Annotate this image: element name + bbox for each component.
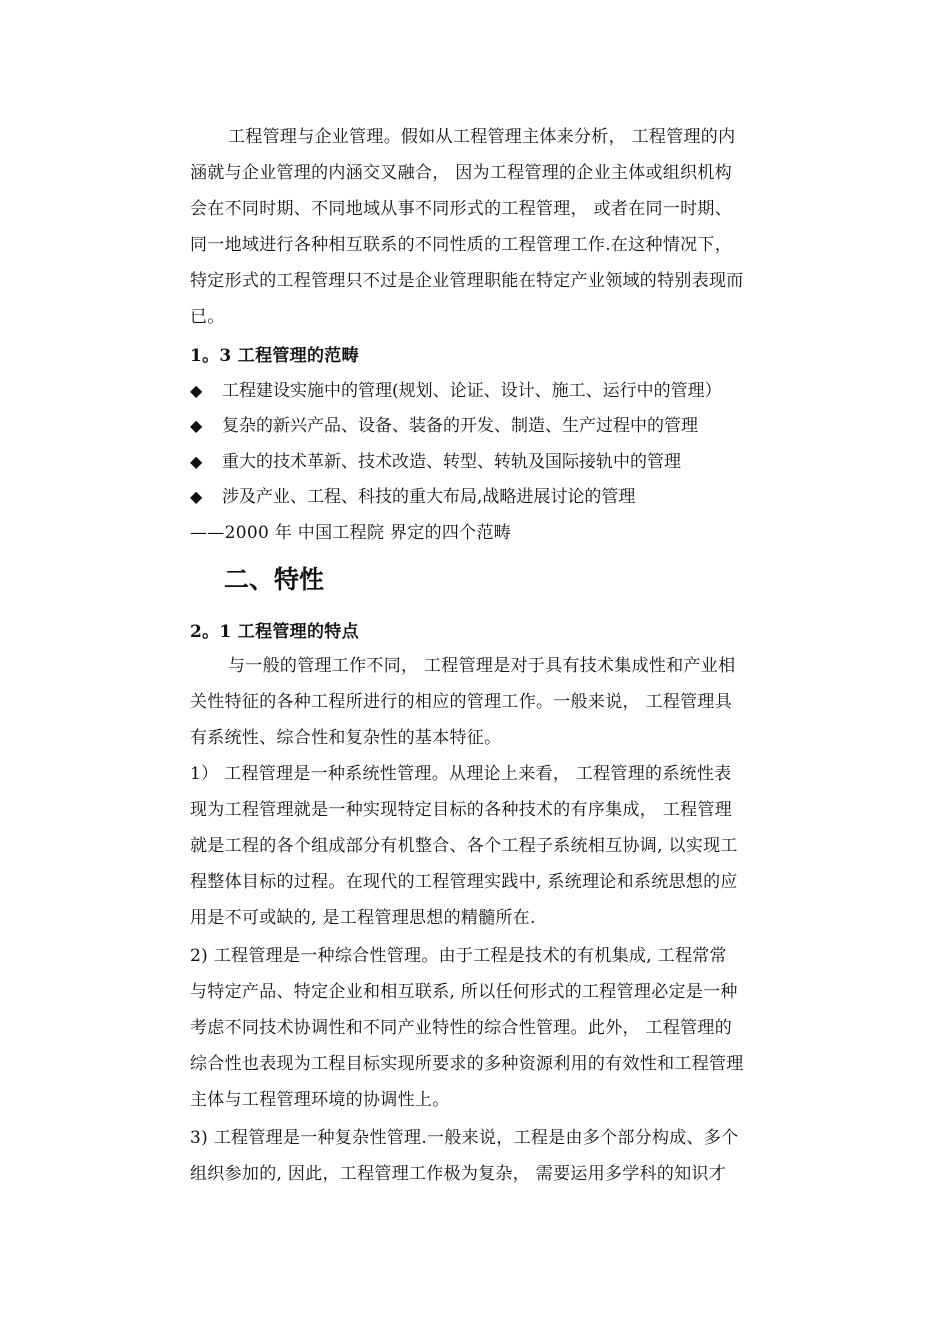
text-line: 涵就与企业管理的内涵交叉融合， 因为工程管理的企业主体或组织机构 xyxy=(190,163,733,183)
list-item-text: 重大的技术革新、技术改造、转型、转轨及国际接轨中的管理 xyxy=(222,452,681,472)
text-line: 主体与工程管理环境的协调性上。 xyxy=(190,1090,450,1110)
text-line: 特定形式的工程管理只不过是企业管理职能在特定产业领域的特别表现而 xyxy=(190,271,744,291)
text-line: 3) 工程管理是一种复杂性管理.一般来说，工程是由多个部分构成、多个 xyxy=(190,1128,739,1148)
text-line: 与一般的管理工作不同， 工程管理是对于具有技术集成性和产业相 xyxy=(228,656,736,676)
list-item-text: 复杂的新兴产品、设备、装备的开发、制造、生产过程中的管理 xyxy=(222,416,698,436)
list-item xyxy=(190,381,722,401)
text-line: 现为工程管理就是一种实现特定目标的各种技术的有序集成， 工程管理 xyxy=(190,800,733,820)
text-line: 1） 工程管理是一种系统性管理。从理论上来看， 工程管理的系统性表 xyxy=(190,764,732,784)
text-line: 有系统性、综合性和复杂性的基本特征。 xyxy=(190,728,502,748)
text-line: 程整体目标的过程。在现代的工程管理实践中, 系统理论和系统思想的应 xyxy=(190,872,738,892)
section-title: 二、特性 xyxy=(224,565,325,594)
diamond-bullet-icon: ◆ xyxy=(190,381,203,400)
text-line: 会在不同时期、不同地域从事不同形式的工程管理， 或者在同一时期、 xyxy=(190,199,733,219)
text-line: 就是工程的各个组成部分有机整合、各个工程子系统相互协调, 以实现工 xyxy=(190,836,738,856)
subheading-features: 2。1 工程管理的特点 xyxy=(190,622,359,642)
diamond-bullet-icon: ◆ xyxy=(190,487,203,506)
text-line: 同一地域进行各种相互联系的不同性质的工程管理工作.在这种情况下， xyxy=(190,235,733,255)
text-line: 组织参加的, 因此，工程管理工作极为复杂， 需要运用多学科的知识才 xyxy=(190,1164,727,1184)
text-line: 已。 xyxy=(190,307,225,327)
list-item-text: 工程建设实施中的管理(规划、论证、设计、施工、运行中的管理） xyxy=(222,381,722,401)
text-line: 关性特征的各种工程所进行的相应的管理工作。一般来说， 工程管理具 xyxy=(190,692,733,712)
list-item xyxy=(190,416,698,436)
text-line: 2) 工程管理是一种综合性管理。由于工程是技术的有机集成, 工程常常 xyxy=(190,946,727,966)
diamond-bullet-icon: ◆ xyxy=(190,416,203,435)
list-item xyxy=(190,487,635,507)
text-line: 用是不可或缺的, 是工程管理思想的精髓所在. xyxy=(190,908,536,928)
subheading-scope: 1。3 工程管理的范畴 xyxy=(190,346,359,366)
list-item xyxy=(190,452,681,472)
text-line: 工程管理与企业管理。假如从工程管理主体来分析， 工程管理的内 xyxy=(228,127,736,147)
attribution: ——2000 年 中国工程院 界定的四个范畴 xyxy=(190,523,512,543)
text-line: 与特定产品、特定企业和相互联系, 所以任何形式的工程管理必定是一种 xyxy=(190,982,738,1002)
list-item-text: 涉及产业、工程、科技的重大布局,战略进展讨论的管理 xyxy=(222,487,636,507)
diamond-bullet-icon: ◆ xyxy=(190,452,203,471)
text-line: 综合性也表现为工程目标实现所要求的多种资源利用的有效性和工程管理 xyxy=(190,1054,744,1074)
text-line: 考虑不同技术协调性和不同产业特性的综合性管理。此外， 工程管理的 xyxy=(190,1018,733,1038)
